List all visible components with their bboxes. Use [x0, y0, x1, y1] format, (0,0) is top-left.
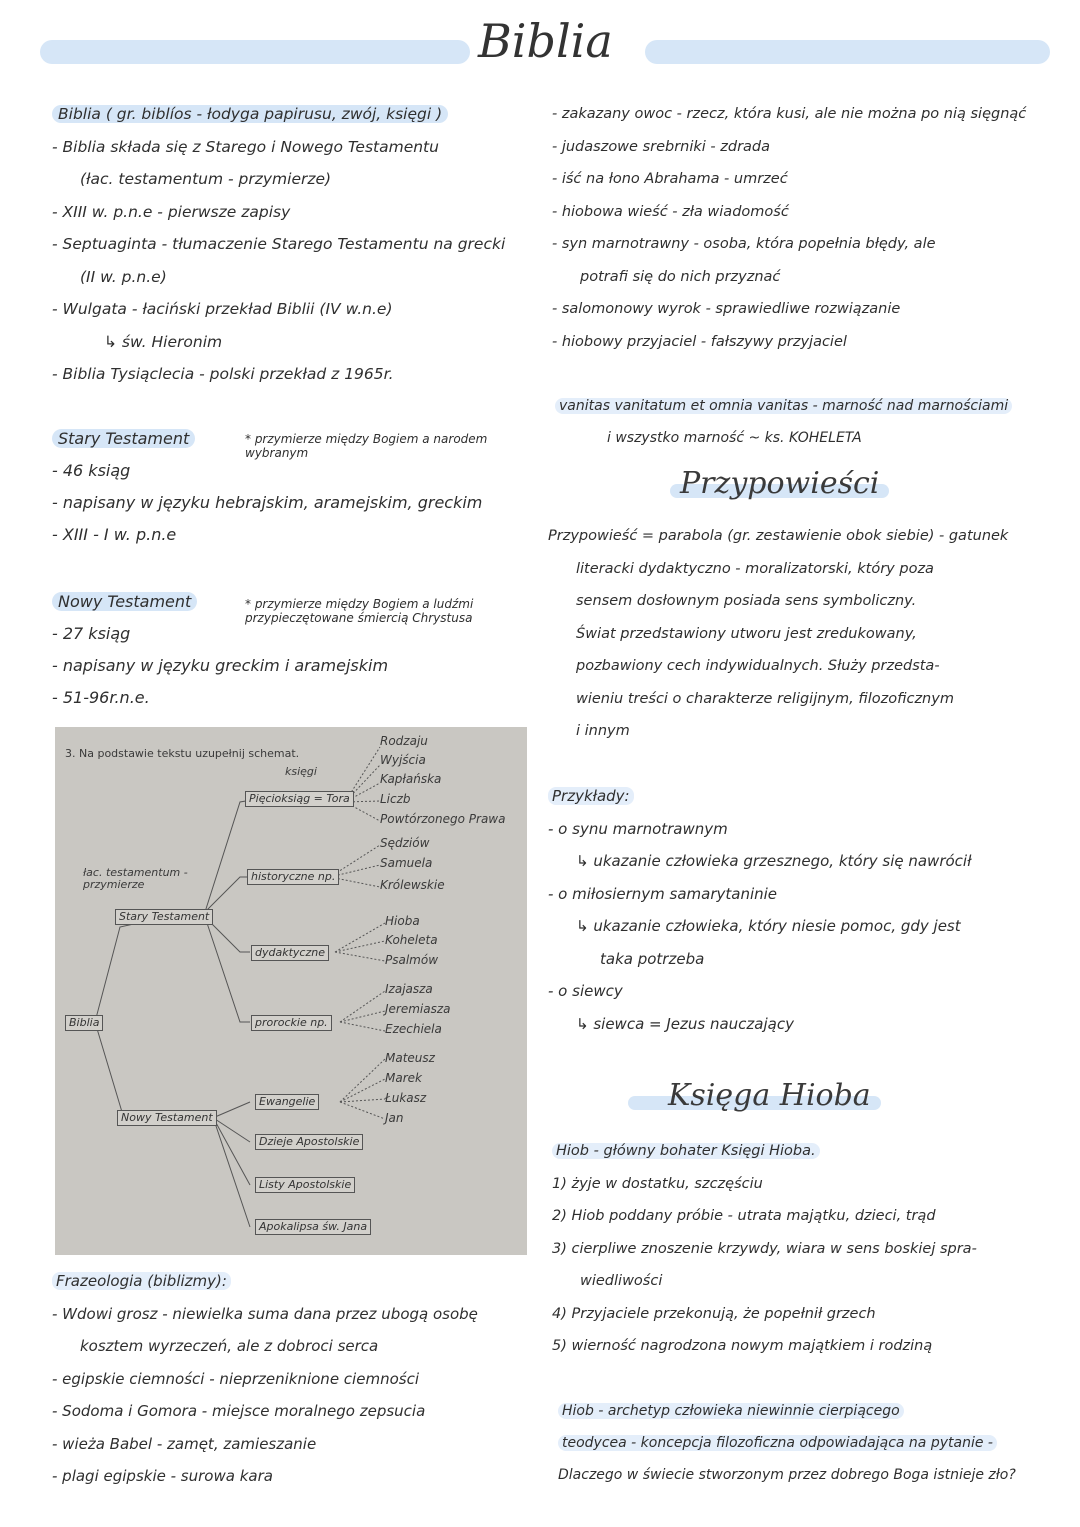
- example-2: - o miłosiernym samarytaninie: [548, 884, 778, 903]
- vanitas-line-0: vanitas vanitatum et omnia vanitas - marność nad marnościami: [555, 398, 1012, 414]
- job-line-4: wiedliwości: [580, 1273, 663, 1289]
- intro-line-0: Biblia ( gr. biblíos - łodyga papirusu, zwój, księgi ): [52, 105, 448, 123]
- intro-line-5: (II w. p.n.e): [80, 267, 167, 286]
- pror-book-1: Jeremiasza: [385, 1002, 451, 1016]
- parable-def-5: wieniu treści o charakterze religijnym, filozoficznym: [576, 690, 954, 707]
- dyd-book-0: Hioba: [385, 914, 420, 928]
- phrase-cont-5: potrafi się do nich przyznać: [580, 268, 781, 285]
- phrase-4: - wieża Babel - zamęt, zamieszanie: [52, 1434, 317, 1453]
- example-4: taka potrzeba: [600, 949, 705, 968]
- diagram-historyczne: historyczne np.: [247, 869, 339, 885]
- phrases-heading: Frazeologia (biblizmy):: [52, 1272, 231, 1290]
- new-testament-heading: Nowy Testament: [52, 592, 197, 611]
- job-question: Dlaczego w świecie stworzonym przez dobrego Boga istnieje zło?: [558, 1467, 1016, 1483]
- new-testament-item-1: - napisany w języku greckim i aramejskim: [52, 656, 389, 675]
- example-6: ↳ siewca = Jezus nauczający: [576, 1014, 794, 1033]
- tora-book-4: Powtórzonego Prawa: [380, 812, 506, 826]
- job-line-2: 2) Hiob poddany próbie - utrata majątku, dzieci, trąd: [552, 1208, 936, 1224]
- phrase-cont-0: - zakazany owoc - rzecz, która kusi, ale nie można po nią sięgnąć: [552, 106, 1027, 122]
- diagram-stary-note: łac. testamentum - przymierze: [83, 866, 188, 891]
- phrase-cont-6: - salomonowy wyrok - sprawiedliwe rozwiązanie: [552, 301, 901, 317]
- diagram-stary: Stary Testament: [115, 909, 213, 925]
- phrase-cont-2: - iść na łono Abrahama - umrzeć: [552, 171, 788, 187]
- old-testament-item-0: - 46 ksiąg: [52, 461, 131, 480]
- pror-book-2: Ezechiela: [385, 1022, 442, 1036]
- diagram-photo: [55, 727, 527, 1255]
- job-title: [668, 1078, 871, 1113]
- ew-book-1: Marek: [385, 1071, 422, 1085]
- parables-definition: [548, 520, 1053, 748]
- diagram-apokalipsa: Apokalipsa św. Jana: [255, 1219, 371, 1235]
- hist-book-1: Samuela: [380, 856, 433, 870]
- phrase-3: - Sodoma i Gomora - miejsce moralnego zepsucia: [52, 1402, 426, 1420]
- ew-book-2: Łukasz: [385, 1091, 427, 1105]
- phrase-2: - egipskie ciemności - nieprzeniknione ciemności: [52, 1369, 419, 1388]
- intro-line-4: - Septuaginta - tłumaczenie Starego Testamentu na grecki: [52, 235, 506, 253]
- hist-book-2: Królewskie: [380, 878, 445, 892]
- example-1: ↳ ukazanie człowieka grzesznego, który się nawrócił: [576, 852, 972, 870]
- tora-book-1: Wyjścia: [380, 753, 426, 767]
- example-0: - o synu marnotrawnym: [548, 819, 728, 838]
- job-section: [552, 1135, 1057, 1363]
- example-3: ↳ ukazanie człowieka, który niesie pomoc, gdy jest: [576, 917, 961, 935]
- ew-book-0: Mateusz: [385, 1051, 435, 1065]
- intro-section: [52, 98, 542, 391]
- title-bar-right: [645, 40, 1050, 64]
- pror-book-0: Izajasza: [385, 982, 433, 996]
- parables-title: [680, 466, 879, 501]
- parable-def-4: pozbawiony cech indywidualnych. Służy przedsta-: [576, 658, 940, 674]
- diagram-dydaktyczne: dydaktyczne: [251, 945, 329, 961]
- dyd-book-1: Koheleta: [385, 933, 438, 947]
- diagram-prorockie: prorockie np.: [251, 1015, 332, 1031]
- intro-line-6: - Wulgata - łaciński przekład Biblii (IV w.n.e): [52, 300, 393, 318]
- dyd-book-2: Psalmów: [385, 953, 439, 967]
- phrase-cont-1: - judaszowe srebrniki - zdrada: [552, 138, 771, 155]
- job-line-1: 1) żyje w dostatku, szczęściu: [552, 1175, 763, 1192]
- page-title: Biblia: [478, 14, 613, 68]
- intro-line-3: - XIII w. p.n.e - pierwsze zapisy: [52, 202, 291, 221]
- new-testament-item-0: - 27 ksiąg: [52, 624, 131, 643]
- job-title-text: Księga Hioba: [668, 1078, 871, 1113]
- phrase-0: - Wdowi grosz - niewielka suma dana przez ubogą osobę: [52, 1304, 478, 1323]
- job-line-0: Hiob - główny bohater Księgi Hioba.: [552, 1143, 820, 1159]
- new-testament-note: * przymierze między Bogiem a ludźmi przypieczętowane śmiercią Chrystusa: [245, 597, 474, 625]
- phrase-cont-7: - hiobowy przyjaciel - fałszywy przyjaciel: [552, 333, 847, 350]
- phrases-section: [52, 1265, 542, 1493]
- diagram-listy: Listy Apostolskie: [255, 1177, 355, 1193]
- ew-book-3: Jan: [385, 1111, 404, 1125]
- diagram-instruction: 3. Na podstawie tekstu uzupełnij schemat.: [65, 747, 300, 760]
- phrase-cont-4: - syn marnotrawny - osoba, która popełnia błędy, ale: [552, 236, 936, 252]
- diagram-root: Biblia: [65, 1015, 103, 1031]
- parables-title-text: Przypowieści: [680, 466, 880, 501]
- old-testament-heading: Stary Testament: [52, 429, 195, 448]
- diagram-nowy: Nowy Testament: [117, 1110, 217, 1126]
- job-archetype: Hiob - archetyp człowieka niewinnie cierpiącego: [558, 1403, 904, 1419]
- job-line-6: 5) wierność nagrodzona nowym majątkiem i rodziną: [552, 1338, 933, 1354]
- intro-line-7: ↳ św. Hieronim: [104, 332, 223, 351]
- phrases-cont-section: [552, 98, 1052, 358]
- old-testament-item-1: - napisany w języku hebrajskim, aramejskim, greckim: [52, 493, 483, 512]
- tora-book-3: Liczb: [380, 792, 411, 806]
- parable-def-3: Świat przedstawiony utworu jest zredukowany,: [576, 625, 917, 642]
- intro-line-2: (łac. testamentum - przymierze): [80, 170, 332, 188]
- vanitas-line-1: i wszystko marność ~ ks. KOHELETA: [607, 430, 862, 446]
- hist-book-0: Sędziów: [380, 836, 430, 850]
- parable-def-1: literacki dydaktyczno - moralizatorski, który poza: [576, 560, 934, 577]
- tora-book-0: Rodzaju: [380, 734, 428, 748]
- title-bar-left: [40, 40, 470, 64]
- old-testament-item-2: - XIII - I w. p.n.e: [52, 525, 177, 544]
- diagram-ksiegi-label: księgi: [285, 765, 317, 778]
- old-testament-note: * przymierze między Bogiem a narodem wybranym: [245, 432, 488, 460]
- new-testament-item-2: - 51-96r.n.e.: [52, 688, 150, 707]
- parables-examples: [548, 780, 1053, 1040]
- parable-def-2: sensem dosłownym posiada sens symboliczny.: [576, 593, 917, 609]
- job-line-5: 4) Przyjaciele przekonują, że popełnił grzech: [552, 1305, 876, 1322]
- vanitas-section: [555, 390, 1055, 454]
- intro-line-1: - Biblia składa się z Starego i Nowego Testamentu: [52, 137, 439, 156]
- example-5: - o siewcy: [548, 982, 623, 1000]
- examples-heading: Przykłady:: [548, 787, 634, 805]
- phrase-1: kosztem wyrzeczeń, ale z dobroci serca: [80, 1337, 379, 1355]
- intro-line-8: - Biblia Tysiąclecia - polski przekład z 1965r.: [52, 365, 394, 383]
- diagram-ewangelie: Ewangelie: [255, 1094, 319, 1110]
- diagram-pieciksiag: Pięcioksiąg = Tora: [245, 791, 354, 807]
- phrase-5: - plagi egipskie - surowa kara: [52, 1467, 273, 1485]
- job-teodycea: teodycea - koncepcja filozoficzna odpowiadająca na pytanie -: [558, 1435, 997, 1451]
- job-line-3: 3) cierpliwe znoszenie krzywdy, wiara w sens boskiej spra-: [552, 1240, 977, 1257]
- job-archetype-section: [558, 1395, 1058, 1491]
- tora-book-2: Kapłańska: [380, 772, 442, 786]
- phrase-cont-3: - hiobowa wieść - zła wiadomość: [552, 203, 789, 220]
- diagram-dzieje: Dzieje Apostolskie: [255, 1134, 363, 1150]
- parable-def-0: Przypowieść = parabola (gr. zestawienie obok siebie) - gatunek: [548, 528, 1009, 544]
- parable-def-6: i innym: [576, 723, 630, 739]
